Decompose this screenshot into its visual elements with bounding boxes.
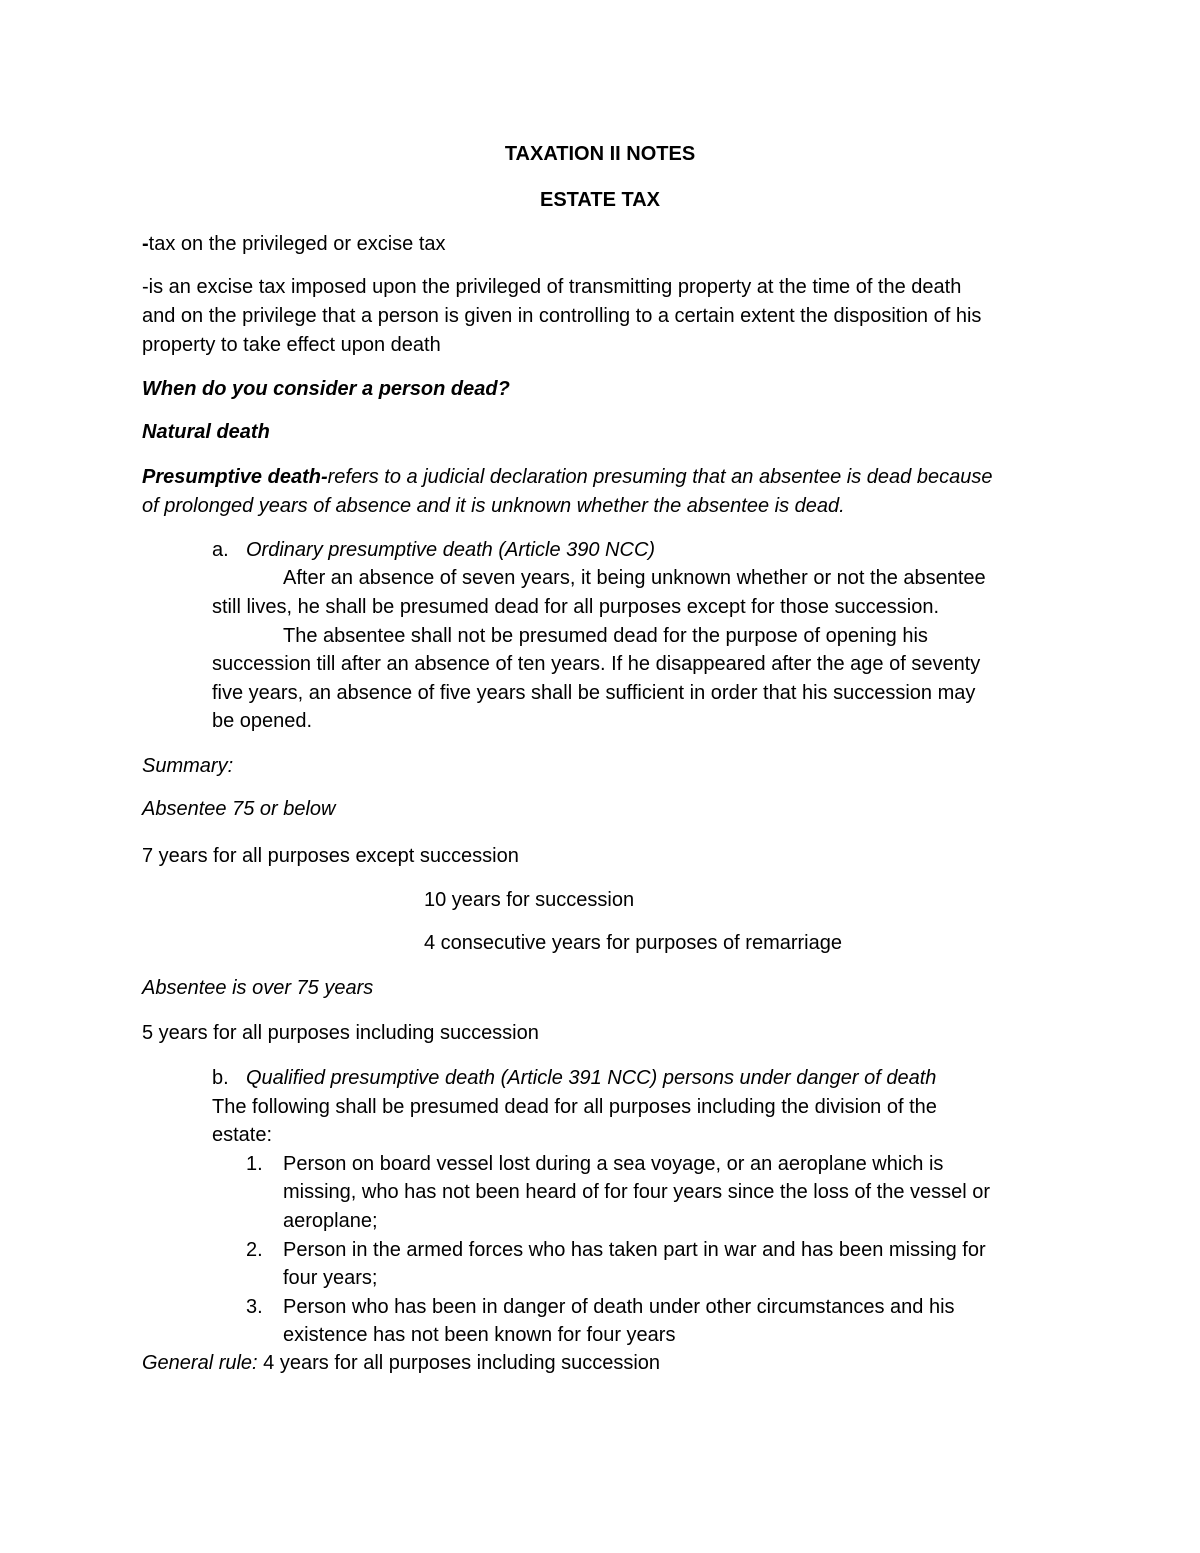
list-number-3: 3.: [246, 1296, 263, 1318]
list-item-3-line: existence has not been known for four years: [283, 1324, 676, 1346]
list-item-1-line: aeroplane;: [283, 1210, 378, 1232]
general-rule-label: General rule:: [142, 1352, 258, 1374]
definition-paragraph-line: -is an excise tax imposed upon the privileged of transmitting property at the time of the death: [142, 276, 962, 298]
presumptive-death-line-2: of prolonged years of absence and it is unknown whether the absentee is dead.: [142, 495, 845, 517]
general-rule-text: 4 years for all purposes including succession: [257, 1352, 661, 1374]
general-rule: [142, 1353, 660, 1373]
document-title: TAXATION II NOTES: [504, 143, 696, 165]
list-number-2: 2.: [246, 1239, 263, 1261]
summary-group-2-item: 5 years for all purposes including succession: [142, 1022, 539, 1044]
item-a-text-line: be opened.: [212, 710, 313, 732]
item-b-intro-line: estate:: [212, 1124, 273, 1146]
item-a-heading: Ordinary presumptive death (Article 390 NCC): [246, 539, 656, 561]
item-b-marker: b.: [212, 1067, 229, 1089]
section-heading-estate-tax: ESTATE TAX: [540, 189, 660, 211]
presumptive-death-definition: refers to a judicial declaration presuming that an absentee is dead because: [327, 466, 993, 488]
presumptive-death-line-1: [142, 467, 992, 487]
item-a-marker: a.: [212, 539, 229, 561]
item-a-text-line: The absentee shall not be presumed dead for the purpose of opening his: [283, 625, 928, 647]
item-b-heading: Qualified presumptive death (Article 391 NCC) persons under danger of death: [246, 1067, 937, 1089]
definition-paragraph-line: and on the privilege that a person is given in controlling to a certain extent the disposition of his: [142, 305, 982, 327]
list-item-2-line: four years;: [283, 1267, 378, 1289]
presumptive-death-term: Presumptive death-: [142, 466, 328, 488]
item-b-intro-line: The following shall be presumed dead for all purposes including the division of the: [212, 1096, 937, 1118]
item-a-text-line: After an absence of seven years, it being unknown whether or not the absentee: [283, 567, 986, 589]
definition-bullet-1-text: tax on the privileged or excise tax: [148, 233, 446, 255]
summary-group-1-item: 7 years for all purposes except succession: [142, 845, 519, 867]
dash-marker: -: [142, 233, 149, 255]
summary-label: Summary:: [142, 755, 234, 777]
summary-group-2-label: Absentee is over 75 years: [142, 977, 374, 999]
question-heading: When do you consider a person dead?: [142, 378, 510, 400]
summary-group-1-label: Absentee 75 or below: [142, 798, 336, 820]
list-item-1-line: Person on board vessel lost during a sea voyage, or an aeroplane which is: [283, 1153, 944, 1175]
list-item-1-line: missing, who has not been heard of for four years since the loss of the vessel or: [283, 1181, 991, 1203]
item-a-text-line: still lives, he shall be presumed dead for all purposes except for those succession.: [212, 596, 940, 618]
list-item-3-line: Person who has been in danger of death under other circumstances and his: [283, 1296, 955, 1318]
definition-bullet-1: [142, 234, 446, 254]
summary-group-1-item: 4 consecutive years for purposes of remarriage: [424, 932, 842, 954]
summary-group-1-item: 10 years for succession: [424, 889, 635, 911]
list-item-2-line: Person in the armed forces who has taken part in war and has been missing for: [283, 1239, 986, 1261]
item-a-text-line: succession till after an absence of ten years. If he disappeared after the age of seventy: [212, 653, 981, 675]
natural-death-heading: Natural death: [142, 421, 270, 443]
definition-paragraph-line: property to take effect upon death: [142, 334, 441, 356]
item-a-text-line: five years, an absence of five years shall be sufficient in order that his succession may: [212, 682, 976, 704]
list-number-1: 1.: [246, 1153, 263, 1175]
